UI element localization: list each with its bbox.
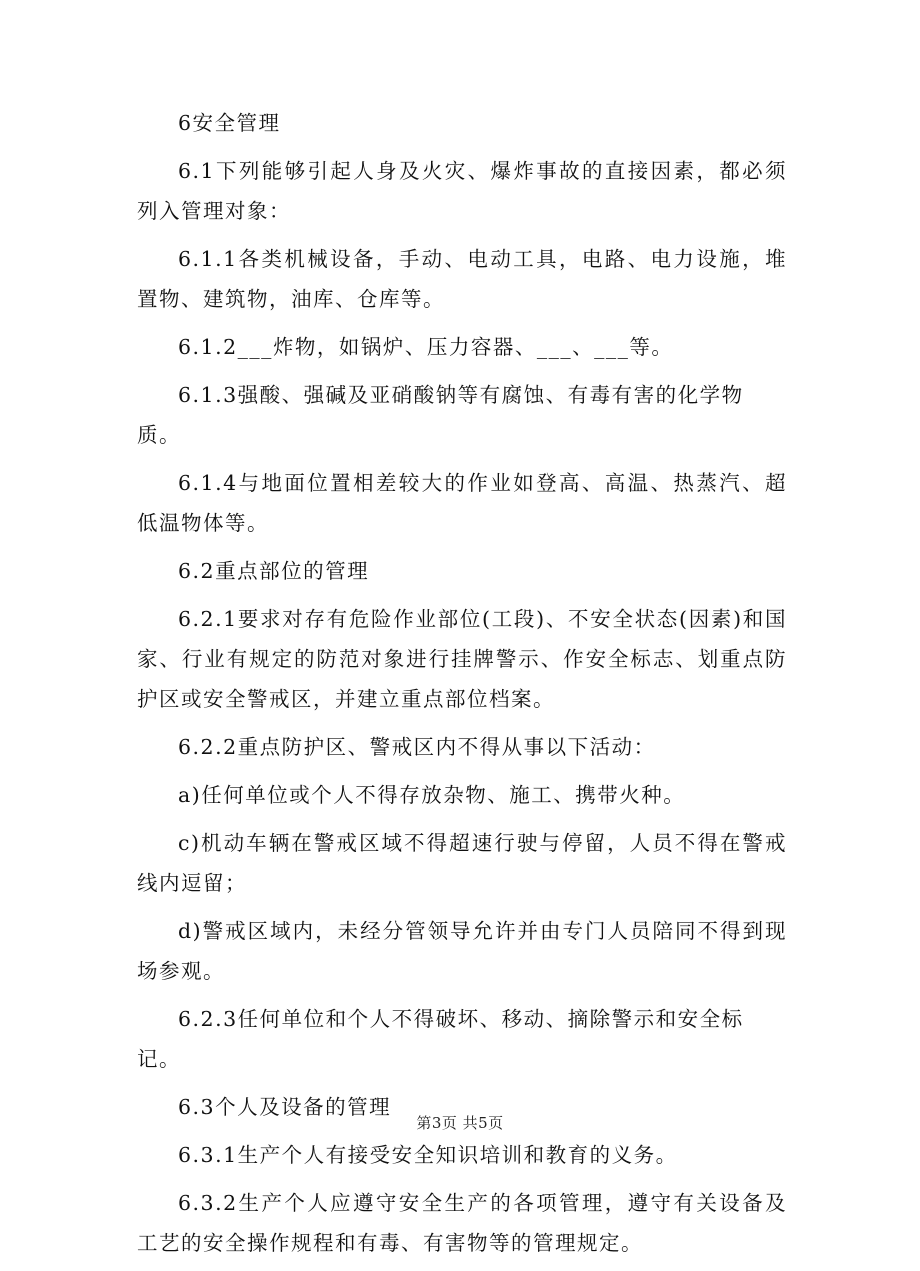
list-item-d: d)警戒区域内，未经分管领导允许并由专门人员陪同不得到现场参观。 <box>137 919 787 983</box>
paragraph-6-3-2: 6.3.2生产个人应遵守安全生产的各项管理，遵守有关设备及工艺的安全操作规程和有毒、有害物等的管理规定。 <box>137 1191 787 1255</box>
paragraph-6-1: 6.1下列能够引起人身及火灾、爆炸事故的直接因素，都必须列入管理对象： <box>137 159 787 223</box>
document-body <box>137 103 787 1271</box>
list-item-c: c)机动车辆在警戒区域不得超速行驶与停留，人员不得在警戒线内逗留； <box>137 831 787 895</box>
list-item-a: a)任何单位或个人不得存放杂物、施工、携带火种。 <box>178 783 686 807</box>
section-heading-6-3: 6.3个人及设备的管理 <box>178 1095 392 1119</box>
paragraph-6-2-3: 6.2.3任何单位和个人不得破坏、移动、摘除警示和安全标记。 <box>137 1007 744 1071</box>
section-heading-6-2: 6.2重点部位的管理 <box>178 559 370 583</box>
paragraph-6-1-1: 6.1.1各类机械设备，手动、电动工具，电路、电力设施，堆置物、建筑物，油库、仓库等。 <box>137 247 787 311</box>
paragraph-6-3-1: 6.3.1生产个人有接受安全知识培训和教育的义务。 <box>178 1143 678 1167</box>
page-number-footer: 第3页 共5页 <box>416 1114 504 1132</box>
section-heading-6: 6安全管理 <box>178 111 281 135</box>
paragraph-6-2-1: 6.2.1要求对存有危险作业部位(工段)、不安全状态(因素)和国家、行业有规定的防范对象进行挂牌警示、作安全标志、划重点防护区或安全警戒区，并建立重点部位档案。 <box>137 607 787 711</box>
paragraph-6-1-3: 6.1.3强酸、强碱及亚硝酸钠等有腐蚀、有毒有害的化学物质。 <box>137 383 744 447</box>
paragraph-6-1-4: 6.1.4与地面位置相差较大的作业如登高、高温、热蒸汽、超低温物体等。 <box>137 471 787 535</box>
paragraph-6-1-2: 6.1.2___炸物，如锅炉、压力容器、___、___等。 <box>178 335 674 359</box>
paragraph-6-2-2: 6.2.2重点防护区、警戒区内不得从事以下活动： <box>178 735 656 759</box>
